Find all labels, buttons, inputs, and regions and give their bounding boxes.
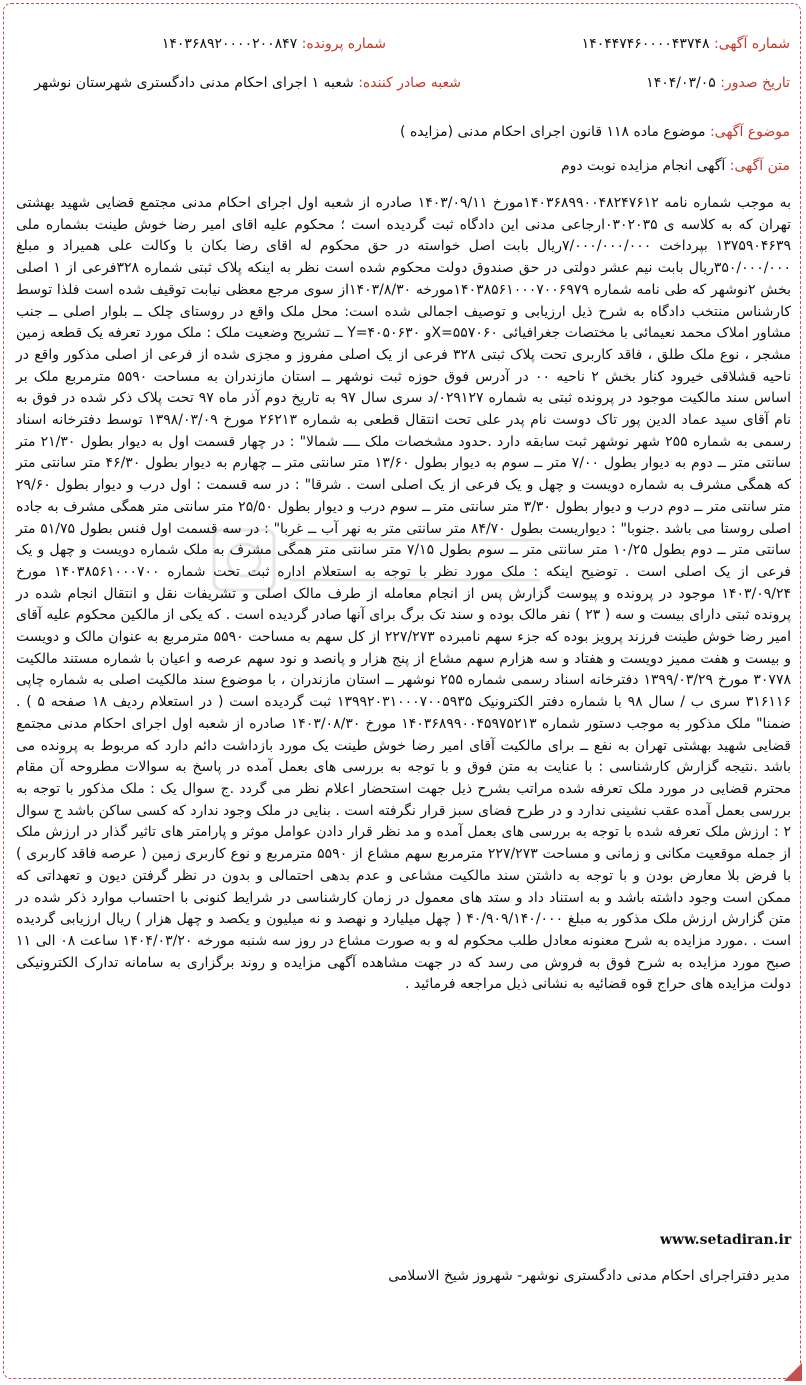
notice-title: آگهی انجام مزایده نوبت دوم <box>560 158 726 174</box>
notice-text-label: متن آگهی: <box>729 158 790 174</box>
issuer-label: شعبه صادر کننده: <box>358 75 461 91</box>
case-number: ۱۴۰۳۶۸۹۲۰۰۰۰۲۰۰۸۴۷ <box>161 36 298 52</box>
notice-number-field <box>582 36 790 52</box>
issue-date: ۱۴۰۴/۰۳/۰۵ <box>646 75 716 91</box>
website-link[interactable]: www.setadiran.ir <box>660 1232 792 1248</box>
case-number-field <box>162 36 386 52</box>
issue-date-field <box>646 75 790 91</box>
notice-number-label: شماره آگهی: <box>713 36 790 52</box>
issuer-field <box>34 75 461 91</box>
subject: موضوع ماده ۱۱۸ قانون اجرای احکام مدنی (مزایده ) <box>400 124 706 140</box>
notice-number: ۱۴۰۴۴۷۴۶۰۰۰۰۴۳۷۴۸ <box>581 36 710 52</box>
case-number-label: شماره پرونده: <box>301 36 386 52</box>
issuer: شعبه ۱ اجرای احکام مدنی دادگستری شهرستان نوشهر <box>34 75 354 91</box>
notice-body: به موجب شماره نامه ۱۴۰۳۶۸۹۹۰۰۴۸۲۴۷۶۱۲مورخ ۱۴۰۳/۰۹/۱۱ صادره از شعبه اول اجرای احکام مدنی مجتمع قضایی شهید بهشتی تهران که به کلاسه ی ۰۳۰۲۰۳۵ارجاعی مدنی این دادگاه ثبت گردیده است ؛ محکوم علیه اقای امیر رضا خوش طینت بشماره ملی ۱۳۷۵۹۰۴۶۳۹ بپرداخت ۷/۰۰۰/۰۰۰/۰۰۰ریال بابت اصل خواسته در حق محکوم له اقای رضا بکان با وکالت علی همیراد و مبلغ ۳۵۰/۰۰۰/۰۰۰ریال بابت نیم عشر دولتی در حق صندوق دولت محکوم شده است نظر به اینکه پلاک ثبتی شماره ۳۲۸فرعی از ۱ اصلی بخش ۲نوشهر که طی نامه شماره ۱۴۰۳۸۵۶۱۰۰۰۷۰۰۶۹۷۹مورخه ۱۴۰۳/۸/۳۰از سوی مرجع معظی نیابت توقیف شده است فلذا توسط کارشناس منتخب دادگاه به شرح ذیل ارزیابی و توصیف اجمالی شده است: محل ملک واقع در روستای چلک ــ بلوار اصلی ــ جنب مشاور املاک محمد نعیمائی با مختصات جغرافیائی X=۵۵۷۰۶۰و Y=۴۰۵۰۶۳۰ ــ تشریح وضعیت ملک : ملک مورد تعرفه یک قطعه زمین مشجر ، نوع ملک طلق ، فاقد کاربری تحت پلاک ثبتی ۳۲۸ فرعی از یک اصلی مفروز و مجزی شده از فرعی از اصلی مذکور واقع در ناحیه قشلاقی خیرود کنار بخش ۲ ناحیه ۰۰ در آدرس فوق حوزه ثبت نوشهر ــ استان مازندران به مساحت ۵۵۹۰ مترمربع ملک بر اساس سند مالکیت موجود در پرونده ثبتی به شماره ۰۲۹۱۲۷/د سری سال ۹۷ به تاریخ دوم آذر ماه ۹۷ تحت پلاک ذکر شده در فوق به نام آقای سید عماد الدین پور تاک دوست نام پدر علی تحت انتقال قطعی به شماره ۲۶۲۱۳ مورخ ۱۳۹۸/۰۳/۰۹ توسط دفترخانه اسناد رسمی به شماره ۲۵۵ شهر نوشهر ثبت سابقه دارد .حدود مشخصات ملک ــــ شمالا" : در چهار قسمت اول به دیوار بطول ۲۱/۳۰ متر سانتی متر ــ دوم به دیوار بطول ۷/۰۰ متر ــ سوم به دیوار بطول ۱۳/۶۰ متر سانتی متر ــ چهارم به دیوار بطول ۴۶/۳۰ متر سانتی متر که همگی مشرف به شماره دویست و چهل و یک فرعی از یک اصلی است . شرقا" : در سه قسمت : اول درب و دیوار بطول ۲۹/۶۰ متر سانتی متر ــ دوم درب و دیوار بطول ۳/۳۰ متر سانتی متر ــ سوم درب و دیوار بطول ۲۵/۵۰ متر سانتی متر همگی مشرف به جاده اصلی روستا می باشد .جنوبا" : دیواریست بطول ۸۴/۷۰ متر سانتی متر به نهر آب ــ غربا" : در سه قسمت اول فنس بطول ۵۱/۷۵ متر سانتی متر ــ دوم بطول ۱۰/۲۵ متر سانتی متر ــ سوم بطول ۷/۱۵ متر سانتی متر همگی مشرف به ملک شماره دویست و چهل و یک فرعی از یک اصلی است . توضیح اینکه : ملک مورد نظر با توجه به استعلام اداره ثبت تحت شماره ۱۴۰۳۸۵۶۱۰۰۰۷۰۰ مورخ ۱۴۰۳/۰۹/۲۴ موجود در پرونده و پیوست گزارش پس از انجام معامله از طرف مالک اصلی و تشریفات نقل و انتقال انجام شده در پرونده ثبتی دارای بیست و سه ( ۲۳ ) نفر مالک بوده و سند تک برگ برای آنها صادر گردیده است . که یکی از مالکین محکوم علیه آقای امیر رضا خوش طینت فرزند پرویز بوده که جزء سهم نامبرده ۲۲۷/۲۷۳ از کل سهم به مساحت ۵۵۹۰ مترمربع به عنوان مالک و دویست و بیست و هفت ممیز دویست و هفتاد و سه هزارم سهم مشاع از پنج هزار و پانصد و نود سهم عرصه و اعیان با شماره مستند مالکیت ۳۰۷۷۸ مورخ ۱۳۹۹/۰۳/۲۹ دفترخانه اسناد رسمی شماره ۲۵۵ نوشهر ــ استان مازندران ، با موضوع سند مالکیت اصلی به شماره چاپی ۳۱۶۱۱۶ سری ب / سال ۹۸ با شماره دفتر الکترونیک ۱۳۹۹۲۰۳۱۰۰۰۷۰۰۵۹۳۵ ثبت گردیده است ( در استعلام ردیف ۱۸ صفحه ۵ ) . ضمنا" ملک مذکور به موجب دستور شماره ۱۴۰۳۶۸۹۹۰۰۴۵۹۷۵۲۱۳ مورخ ۱۴۰۳/۰۸/۳۰ صادره از شعبه اول اجرای احکام مدنی مجتمع قضایی شهید بهشتی تهران به نفع ــ برای مالکیت آقای امیر رضا خوش طینت یک مورد بازداشت دائم دارد که مربوط به پرونده می باشد .نتیجه گزارش کارشناسی : با عنایت به متن فوق و با توجه به بررسی های بعمل آمده در پاسخ به سوالات مطروحه آن مقام محترم قضایی در مورد ملک تعرفه شده مراتب بشرح ذیل جهت استحضار اعلام نظر می گردد .ج سوال یک : ملک مذکور با توجه به بررسی بعمل آمده عقب نشینی ندارد و در طرح فضای سبز قرار نگرفته است . بنایی در ملک وجود ندارد که کسی ساکن باشد ج سوال ۲ : ارزش ملک تعرفه شده با توجه به بررسی های بعمل آمده و مد نظر قرار دادن عوامل موثر و پارامتر های تاثیر گذار در ارزش ملک از جمله موقعیت مکانی و زمانی و مساحت ۲۲۷/۲۷۳ مترمربع سهم مشاع از ۵۵۹۰ مترمربع و نوع کاربری زمین ( عرصه فاقد کاربری ) با فرض بلا معارض بودن و با توجه به داشتن سند مالکیت مشاعی و عدم بدهی احتمالی و بدون در نظر گرفتن دیون و تعهداتی که ممکن است وجود داشته باشد و به استناد داد و ستد های معمول در زمان کارشناسی در شرایط کنونی با احتساب موارد ذکر شده در متن گزارش ارزش ملک مذکور به مبلغ ۴۰/۹۰۹/۱۴۰/۰۰۰ ( چهل میلیارد و نهصد و نه میلیون و یکصد و چهل هزار ) ریال ارزیابی گردیده است . .مورد مزایده به شرح معنونه معادل طلب محکوم له و به صورت مشاع در روز سه شنبه مورخه ۱۴۰۴/۰۳/۲۰ ساعت ۰۸ الی ۱۱ صبح مورد مزایده به شرح فوق به فروش می رسد که در جهت مشاهده آگهی مزایده و روند برگزاری به سامانه تدارک الکترونیکی دولت مزایده های حراج قوه قضائیه به نشانی ذیل مراجعه فرمائید . <box>16 195 792 993</box>
page-fold-icon <box>784 1363 802 1381</box>
notice-text-field <box>561 158 790 174</box>
issue-date-label: تاریخ صدور: <box>720 75 790 91</box>
subject-field <box>400 124 790 140</box>
subject-label: موضوع آگهی: <box>709 124 790 140</box>
signature: مدیر دفتراجرای احکام مدنی دادگستری نوشهر- شهروز شیخ الاسلامی <box>388 1268 790 1284</box>
